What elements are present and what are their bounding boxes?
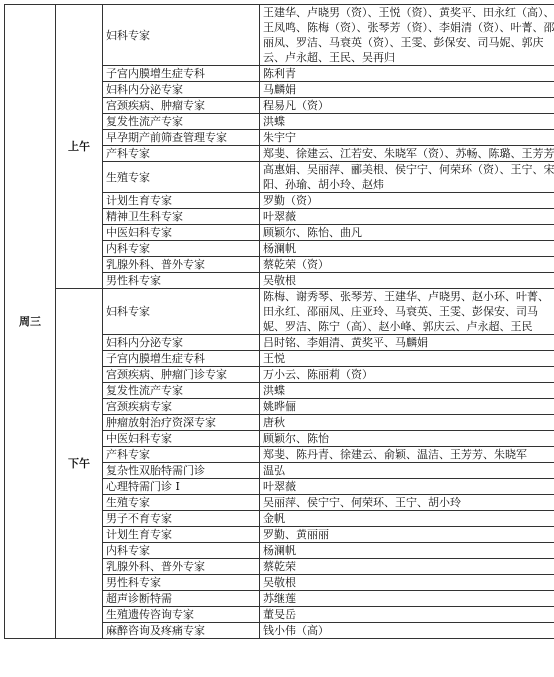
doctors-cell: 姚晔俪 [260,399,554,415]
doctors-cell: 万小云、陈丽莉（资） [260,367,554,383]
department-cell: 计划生育专家 [103,193,260,209]
department-cell: 子宫内膜增生症专科 [103,66,260,82]
doctors-cell: 杨澜帆 [260,543,554,559]
period-label: 上午 [56,5,103,289]
department-cell: 男性科专家 [103,575,260,591]
department-cell: 妇科内分泌专家 [103,335,260,351]
department-cell: 精神卫生科专家 [103,209,260,225]
doctors-cell: 叶翠薇 [260,209,554,225]
department-cell: 超声诊断特需 [103,591,260,607]
day-label: 周三 [5,5,56,639]
doctors-cell: 金帆 [260,511,554,527]
department-cell: 内科专家 [103,241,260,257]
department-cell: 宫颈疾病、肿瘤门诊专家 [103,367,260,383]
department-cell: 男性科专家 [103,273,260,289]
doctors-cell: 罗勤、黄丽丽 [260,527,554,543]
doctors-cell: 郑斐、徐建云、江若安、朱晓军（资）、苏畅、陈璐、王芳芳 [260,146,554,162]
department-cell: 乳腺外科、普外专家 [103,559,260,575]
doctors-cell: 杨澜帆 [260,241,554,257]
doctors-cell: 洪蝶 [260,114,554,130]
department-cell: 中医妇科专家 [103,225,260,241]
department-cell: 生殖专家 [103,495,260,511]
department-cell: 早孕期产前筛查管理专家 [103,130,260,146]
doctors-cell: 程易凡（资） [260,98,554,114]
doctors-cell: 董旻岳 [260,607,554,623]
doctors-cell: 顾颖尔、陈怡、曲凡 [260,225,554,241]
doctors-cell: 吴敬根 [260,273,554,289]
doctors-cell: 罗勤（资） [260,193,554,209]
schedule-table [4,4,554,639]
doctors-cell: 叶翠薇 [260,479,554,495]
department-cell: 复发性流产专家 [103,114,260,130]
department-cell: 麻醉咨询及疼痛专家 [103,623,260,639]
doctors-cell: 吴丽萍、侯宁宁、何荣环、王宁、胡小玲 [260,495,554,511]
doctors-cell: 马麟娟 [260,82,554,98]
doctors-cell: 吴敬根 [260,575,554,591]
doctors-cell: 顾颖尔、陈怡 [260,431,554,447]
department-cell: 宫颈疾病专家 [103,399,260,415]
doctors-cell: 陈利青 [260,66,554,82]
department-cell: 宫颈疾病、肿瘤专家 [103,98,260,114]
doctors-cell: 郑斐、陈丹青、徐建云、俞颖、温洁、王芳芳、朱晓军 [260,447,554,463]
doctors-cell: 王悦 [260,351,554,367]
department-cell: 计划生育专家 [103,527,260,543]
department-cell: 生殖专家 [103,162,260,193]
schedule-row [5,289,554,335]
doctors-cell: 朱宇宁 [260,130,554,146]
department-cell: 产科专家 [103,447,260,463]
department-cell: 产科专家 [103,146,260,162]
department-cell: 生殖遗传咨询专家 [103,607,260,623]
department-cell: 复杂性双胎特需门诊 [103,463,260,479]
schedule-body [5,5,554,639]
doctors-cell: 蔡乾荣（资） [260,257,554,273]
doctors-cell: 王建华、卢晓男（资）、王悦（资）、黄奖平、田永红（高）、王凤鸣、陈梅（资）、张琴芳（资）、李娟清（资）、叶菁、邵丽凤、罗洁、马衰英（资）、王雯、彭保安、司马妮、郭庆云、卢永超、王民、吴再归 [260,5,554,66]
department-cell: 妇科专家 [103,5,260,66]
department-cell: 妇科内分泌专家 [103,82,260,98]
doctors-cell: 陈梅、谢秀琴、张琴芳、王建华、卢晓男、赵小环、叶菁、田永红、邵丽凤、庄亚玲、马衰英、王雯、彭保安、司马妮、罗洁、陈宁（高）、赵小峰、郭庆云、卢永超、王民 [260,289,554,335]
doctors-cell: 苏继莲 [260,591,554,607]
department-cell: 男子不育专家 [103,511,260,527]
doctors-cell: 温弘 [260,463,554,479]
doctors-cell: 吕时铭、李娟清、黄奖平、马麟娟 [260,335,554,351]
department-cell: 复发性流产专家 [103,383,260,399]
doctors-cell: 唐秋 [260,415,554,431]
department-cell: 乳腺外科、普外专家 [103,257,260,273]
doctors-cell: 蔡乾荣 [260,559,554,575]
period-label: 下午 [56,289,103,639]
department-cell: 肿瘤放射治疗资深专家 [103,415,260,431]
schedule-row [5,5,554,66]
doctors-cell: 钱小伟（高） [260,623,554,639]
department-cell: 心理特需门诊 I [103,479,260,495]
department-cell: 妇科专家 [103,289,260,335]
department-cell: 中医妇科专家 [103,431,260,447]
doctors-cell: 洪蝶 [260,383,554,399]
department-cell: 内科专家 [103,543,260,559]
doctors-cell: 高惠娟、吴丽萍、郦美根、侯宁宁、何荣环（资）、王宁、宋阳、孙瑜、胡小玲、赵炜 [260,162,554,193]
department-cell: 子宫内膜增生症专科 [103,351,260,367]
